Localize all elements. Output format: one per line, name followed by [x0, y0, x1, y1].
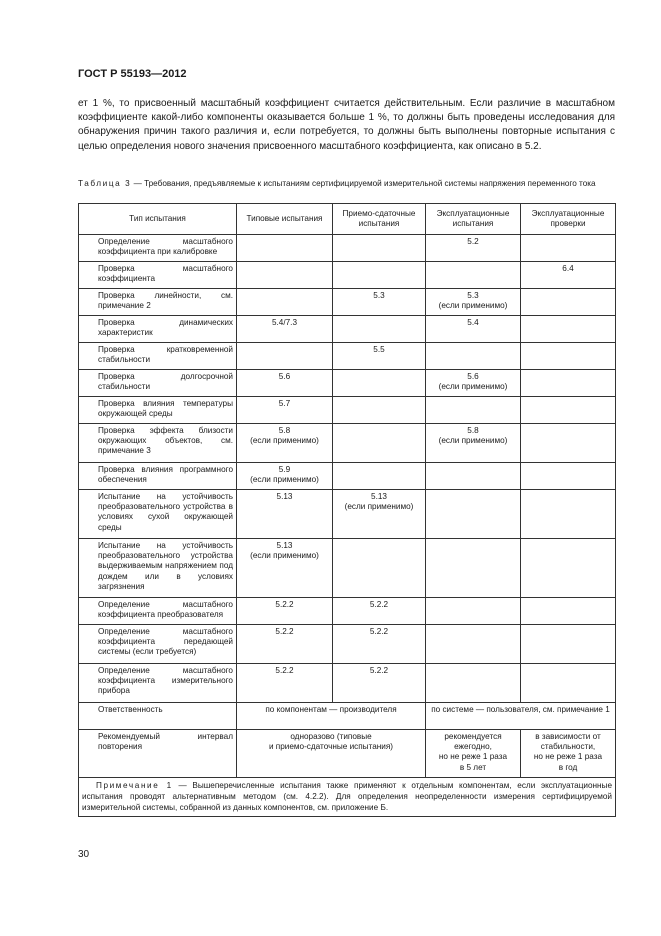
table-caption-text: — Требования, предъявляемые к испытаниям сертифицируемой измерительной системы напряжения переменного тока — [131, 179, 596, 188]
clause-cell — [333, 370, 426, 397]
table-row — [79, 316, 616, 343]
test-type-text: Проверка влияния программного обеспечения — [98, 465, 233, 485]
table-note — [79, 778, 616, 817]
table-row — [79, 625, 616, 664]
clause-cell — [333, 424, 426, 463]
clause-cell: 5.2.2 — [333, 625, 426, 664]
clause-cell: 5.6 (если применимо) — [426, 370, 521, 397]
clause-cell: 5.2.2 — [333, 598, 426, 625]
clause-cell — [426, 463, 521, 490]
standard-title: ГОСТ Р 55193—2012 — [78, 68, 187, 80]
table-row — [79, 424, 616, 463]
test-type-text: Определение масштабного коэффициента преобразователя — [98, 600, 233, 620]
clause-cell — [521, 490, 616, 539]
header-acceptance-tests: Приемо-сдаточные испытания — [333, 204, 426, 235]
header-operational-checks: Эксплуатационные проверки — [521, 204, 616, 235]
clause-cell — [521, 316, 616, 343]
table-caption — [78, 179, 615, 190]
test-type-text: Проверка линейности, см. примечание 2 — [98, 291, 233, 311]
table-body — [79, 235, 616, 703]
test-type-text: Проверка долгосрочной стабильности — [98, 372, 233, 392]
clause-cell — [521, 664, 616, 703]
clause-cell — [333, 235, 426, 262]
clause-cell — [237, 343, 333, 370]
table-row — [79, 463, 616, 490]
responsibility-components: по компонентам — производителя — [237, 703, 426, 730]
clause-cell — [521, 463, 616, 490]
test-type-cell — [79, 289, 237, 316]
clause-cell — [426, 343, 521, 370]
header-type-tests: Типовые испытания — [237, 204, 333, 235]
test-type-cell — [79, 598, 237, 625]
clause-cell — [521, 343, 616, 370]
test-type-text: Испытание на устойчивость преобразовательного устройства выдерживаемым напряжением под дождем или в условиях загрязнения — [98, 541, 233, 591]
interval-row — [79, 730, 616, 778]
clause-cell: 5.2 — [426, 235, 521, 262]
test-type-cell — [79, 625, 237, 664]
clause-cell: 5.4/7.3 — [237, 316, 333, 343]
table-row — [79, 289, 616, 316]
clause-cell — [521, 397, 616, 424]
clause-cell — [333, 262, 426, 289]
clause-cell — [237, 235, 333, 262]
table-row — [79, 370, 616, 397]
test-type-text: Испытание на устойчивость преобразовательного устройства в условиях сухой окружающей среды — [98, 492, 233, 532]
clause-cell: 5.8 (если применимо) — [237, 424, 333, 463]
clause-cell — [521, 289, 616, 316]
test-type-text: Проверка влияния температуры окружающей среды — [98, 399, 233, 419]
clause-cell: 5.2.2 — [237, 664, 333, 703]
test-type-text: Проверка эффекта близости окружающих объектов, см. примечание 3 — [98, 426, 233, 456]
body-paragraph: ет 1 %, то присвоенный масштабный коэффициент считается действительным. Если различие в масштабном коэффициенте какой-либо компоненты оказывается больше 1 %, то должны быть проведены исследования для обнаружения причин такого различия и, если потребуется, то должны быть выполнены повторные испытания с целью определения нового значения присвоенного масштабного коэффициента, как описано в 5.2. — [78, 98, 615, 152]
clause-cell — [426, 598, 521, 625]
interval-once: одноразово (типовые и приемо-сдаточные испытания) — [237, 730, 426, 778]
test-type-text: Определение масштабного коэффициента передающей системы (если требуется) — [98, 627, 233, 657]
test-type-cell — [79, 424, 237, 463]
clause-cell: 5.2.2 — [237, 625, 333, 664]
clause-cell — [333, 539, 426, 598]
clause-cell: 5.2.2 — [237, 598, 333, 625]
clause-cell — [521, 370, 616, 397]
page-number: 30 — [78, 849, 90, 860]
test-type-text: Проверка масштабного коэффициента — [98, 264, 233, 284]
responsibility-label: Ответственность — [79, 703, 237, 730]
clause-cell — [426, 490, 521, 539]
table-row — [79, 490, 616, 539]
clause-cell: 5.13 — [237, 490, 333, 539]
test-type-cell — [79, 539, 237, 598]
test-type-text: Проверка кратковременной стабильности — [98, 345, 233, 365]
test-type-cell — [79, 463, 237, 490]
table-row — [79, 343, 616, 370]
test-type-text: Определение масштабного коэффициента измерительного прибора — [98, 666, 233, 696]
clause-cell: 5.6 — [237, 370, 333, 397]
test-type-cell — [79, 370, 237, 397]
test-type-cell — [79, 316, 237, 343]
test-type-cell — [79, 262, 237, 289]
clause-cell: 5.4 — [426, 316, 521, 343]
clause-cell — [237, 289, 333, 316]
clause-cell: 5.5 — [333, 343, 426, 370]
clause-cell — [426, 664, 521, 703]
clause-cell — [237, 262, 333, 289]
clause-cell — [333, 397, 426, 424]
clause-cell: 5.13 (если применимо) — [333, 490, 426, 539]
header-test-type: Тип испытания — [79, 204, 237, 235]
test-type-cell — [79, 490, 237, 539]
clause-cell — [426, 397, 521, 424]
test-type-text: Определение масштабного коэффициента при калибровке — [98, 237, 233, 257]
note-label: Примечание 1 — [96, 781, 173, 790]
test-type-cell — [79, 664, 237, 703]
test-type-text: Проверка динамических характеристик — [98, 318, 233, 338]
note-row — [79, 778, 616, 817]
clause-cell: 5.7 — [237, 397, 333, 424]
clause-cell — [521, 598, 616, 625]
clause-cell: 5.8 (если применимо) — [426, 424, 521, 463]
clause-cell — [426, 625, 521, 664]
clause-cell — [521, 539, 616, 598]
clause-cell: 5.3 — [333, 289, 426, 316]
interval-stability: в зависимости от стабильности, но не реже 1 раза в год — [521, 730, 616, 778]
table-row — [79, 598, 616, 625]
test-type-cell — [79, 397, 237, 424]
clause-cell: 5.9 (если применимо) — [237, 463, 333, 490]
clause-cell: 5.2.2 — [333, 664, 426, 703]
clause-cell — [426, 262, 521, 289]
clause-cell — [521, 424, 616, 463]
table-row — [79, 235, 616, 262]
interval-label: Рекомендуемый интервал повторения — [79, 730, 237, 778]
test-type-cell — [79, 343, 237, 370]
clause-cell — [426, 539, 521, 598]
responsibility-system: по системе — пользователя, см. примечание 1 — [426, 703, 616, 730]
interval-yearly: рекомендуется ежегодно, но не реже 1 раза в 5 лет — [426, 730, 521, 778]
requirements-table — [78, 203, 616, 817]
test-type-cell — [79, 235, 237, 262]
responsibility-row — [79, 703, 616, 730]
clause-cell — [333, 463, 426, 490]
clause-cell: 5.13 (если применимо) — [237, 539, 333, 598]
table-row — [79, 664, 616, 703]
clause-cell: 5.3 (если применимо) — [426, 289, 521, 316]
header-operational-tests: Эксплуатационные испытания — [426, 204, 521, 235]
table-caption-label: Таблица 3 — [78, 179, 132, 188]
clause-cell — [333, 316, 426, 343]
note-text: — Вышеперечисленные испытания также применяют к отдельным компонентам, если эксплуатационные испытания проводят альтернативным методом (см. 4.2.2). Для определения неопределенности измерения сертифицируемой измерительной системы, собранной из данных компонентов, см. приложение Б. — [82, 781, 612, 813]
table-row — [79, 262, 616, 289]
table-row — [79, 539, 616, 598]
clause-cell — [521, 235, 616, 262]
table-row — [79, 397, 616, 424]
clause-cell — [521, 625, 616, 664]
table-header-row — [79, 204, 616, 235]
clause-cell: 6.4 — [521, 262, 616, 289]
